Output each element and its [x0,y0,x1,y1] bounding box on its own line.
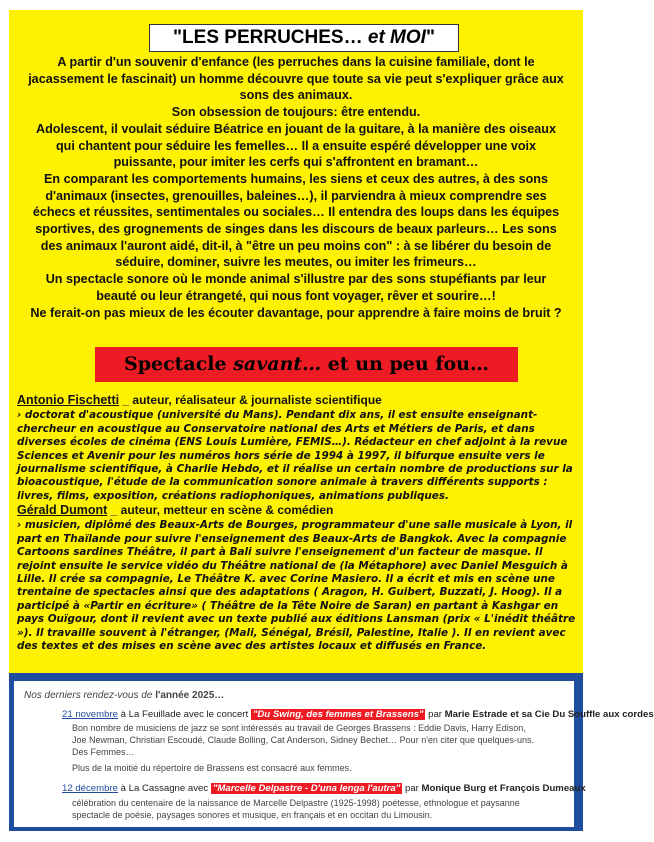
person-bio: › doctorat d'acoustique (université du Mans). Pendant dix ans, il est ensuite enseignant-chercheur en acoustique au Conservatoire national des Arts et Métiers de Paris, et dans diverses écoles de cinéma (ENS Louis Lumière, FEMIS…). Rédacteur en chef adjoint à la revue Sciences et Avenir pour les numéros hors série de 1994 à 1997, il bifurque ensuite vers le journalisme scientifique, à Charlie Hebdo, et il réalise un certain nombre de productions sur la bioacoustique, l'étude de la communication sonore animale à travers différents supports : livres, films, exposition, créations radiophoniques, animations publiques. [17,409,573,502]
flyer [9,10,654,831]
tagline-part1: Spectacle [123,353,234,375]
title-box [149,24,459,52]
event-desc-2: célébration du centenaire de la naissance de Marcelle Delpastre (1925-1998) poétesse, ethnologue et paysanne spectacle de poésie, paysages sonores et musique, en français et en occitan du Limousin. [72,798,520,820]
intro-line: d'animaux (insectes, grenouilles, baleines…), il parviendra à mieux comprendre ses [45,188,547,203]
event-date: 21 novembre [62,709,118,720]
event-date: 12 décembre [62,783,118,794]
intro-line: qui chantent pour séduire les femelles… Il a ensuite espéré développer une voix [55,138,537,153]
event-artists: Monique Burg et François Dumeaux [421,783,586,794]
tagline-part2: et un peu fou… [321,353,489,375]
event-artists: Marie Estrade et sa Cie Du Souffle aux cordes [444,709,654,720]
intro-line: Adolescent, il voulait séduire Béatrice en jouant de la guitare, à la manière des oiseaux [35,121,557,136]
event-line-2: 12 décembre à La Cassagne avec "Marcelle Delpastre - D'una lenga l'autra" par Monique Burg et François Dumeaux [62,783,586,794]
events-panel [14,681,654,827]
person-fischetti [17,394,577,503]
person-name: Gérald Dumont [17,503,108,517]
title-text: "LES PERRUCHES… [173,27,368,48]
title-close: " [425,27,435,48]
tagline-italic: savant… [233,353,322,375]
intro-line: jacassement le fascinait) un homme découvre que toute sa vie peut s'expliquer grâce aux [28,71,564,86]
intro-line: Ne ferait-on pas mieux de les écouter davantage, pour apprendre à faire moins de bruit ? [30,305,562,320]
title-italic: et MOI [367,27,426,48]
intro-line: sportives, des grognements de singes dans les discours de beaux parleurs… Les sons [35,222,557,237]
event-show: "Marcelle Delpastre - D'una lenga l'autra" [212,783,401,794]
person-dumont [17,504,577,653]
event-desc-1: Bon nombre de musiciens de jazz se sont intéressés au travail de Georges Brassens : Eddie Davis, Harry Edison, Joe Newman, Christian Escoudé, Claude Bolling, Cat Anderson, Sidney Bechet… Pour n'en citer que quelques-uns. Des Femmes… Plus de la moitié du répertoire de Brassens est consacré aux femmes. [72,723,534,773]
event-place: La Cassagne [128,783,186,794]
intro-line: des animaux l'auront aidé, dit-il, à "être un peu moins con" : à se libérer du besoin de [40,238,552,253]
intro-line: sons des animaux. [239,88,353,103]
intro-line: puissante, pour imiter les cerfs qui s'affrontent en bramant… [113,155,479,170]
events-heading: Nos derniers rendez-vous de l'année 2025… [24,690,225,701]
intro-line: En comparant les comportements humains, les siens et ceux des autres, à des sons [44,171,548,186]
person-role: _ auteur, réalisateur & journaliste scientifique [119,393,382,407]
intro-text [17,54,575,321]
event-line-1: 21 novembre à La Feuillade avec le concert "Du Swing, des femmes et Brassens" par Marie Estrade et sa Cie Du Souffle aux cordes [62,709,654,720]
intro-line: Un spectacle sonore où le monde animal s'illustre par des sons stupéfiants par leur [45,272,547,287]
intro-line: beauté ou leur étrangeté, qui nous font voyager, rêver et sourire…! [96,288,496,303]
intro-line: Son obsession de toujours: être entendu. [171,105,421,120]
person-bio: › musicien, diplômé des Beaux-Arts de Bourges, programmateur d'une salle musicale à Lyon, il part en Thaïlande pour suivre l'enseignement des Beaux-Arts de Bangkok. Avec la compagnie Cartoons sardines Théâtre, il part à Bali suivre l'enseignement d'un facteur de masque. Il rejoint ensuite le service vidéo du Théâtre national de (la Métaphore) avec Daniel Mesguich à Lille. Il crée sa compagnie, Le Théâtre K. avec Corine Masiero. Il a écrit et mis en scène une trentaine de spectacles ainsi que des adaptations ( Aragon, H. Guibert, Buzzati, J. Hoog). Il a participé à «Partir en écriture» ( Théâtre de la Tête Noire de Saran) en partant à Kashgar en pays Ouïgour, dont il revient avec un texte publié aux éditions Lansman (prix « L'inédit théâtre »). Il travaille souvent à l'étranger, (Mali, Sénégal, Brésil, Palestine, Italie ). Il en revient avec des textes et des mises en scène avec des artistes locaux et diffusés en France. [17,519,576,653]
intro-line: séduire, dominer, suivre les meutes, ou imiter les frimeurs… [115,255,477,270]
event-place: La Feuillade [128,709,181,720]
intro-line: A partir d'un souvenir d'enfance (les perruches dans la cuisine familiale, dont le [57,55,535,69]
tagline-banner [95,347,518,382]
intro-line: échecs et réussites, sentimentales ou sociales… Il entendra des loups dans les équipes [32,205,560,220]
event-show: "Du Swing, des femmes et Brassens" [252,709,424,720]
events-frame [9,673,654,831]
person-name: Antonio Fischetti [17,393,120,407]
person-role: _ auteur, metteur en scène & comédien [107,503,334,517]
